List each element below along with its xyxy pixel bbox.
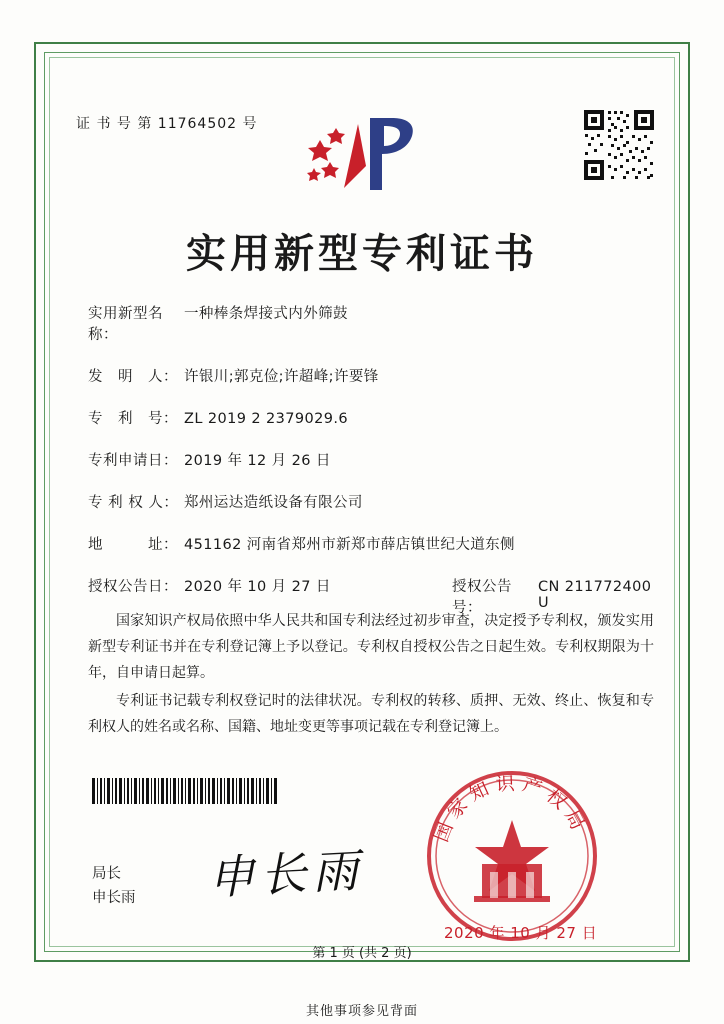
barcode-icon — [92, 778, 278, 804]
field-row — [88, 407, 654, 428]
field-value-grant-date: 2020 年 10 月 27 日 — [184, 579, 331, 595]
page-title: 实用新型专利证书 — [186, 231, 538, 277]
field-row — [88, 491, 654, 512]
paragraph-register-statement: 专利证书记载专利权登记时的法律状况。专利权的转移、质押、无效、终止、恢复和专利权人的姓名或名称、国籍、地址变更等事项记载在专利登记簿上。 — [88, 693, 654, 735]
field-row — [88, 365, 654, 386]
seal-date: 2020 年 10 月 27 日 — [444, 924, 598, 942]
field-label-patent-number: 专 利 号： — [88, 411, 178, 427]
field-label-grant-date: 授权公告日： — [88, 579, 178, 595]
field-value-address: 451162 河南省郑州市新郑市薛店镇世纪大道东侧 — [184, 537, 515, 553]
footnote: 其他事项参见背面 — [305, 1004, 418, 1019]
cnipa-logo-icon — [300, 110, 420, 198]
qr-code-icon — [582, 108, 656, 182]
director-label — [92, 862, 136, 910]
field-value-utility-model-name: 一种棒条焊接式内外筛鼓 — [184, 306, 348, 322]
field-row — [88, 449, 654, 470]
field-label-patentee: 专 利 权 人： — [88, 495, 179, 511]
svg-text:国家知识产权局: 国家知识产权局 — [430, 772, 592, 846]
field-label-inventors: 发 明 人： — [88, 369, 178, 385]
director-name: 申长雨 — [92, 890, 136, 906]
field-label-grant-publication-number: 授权公告号： — [452, 579, 512, 616]
certificate-number: 证 书 号 第 11764502 号 — [76, 116, 258, 132]
page-indicator: 第 1 页 (共 2 页) — [312, 946, 412, 961]
official-seal-icon — [424, 768, 600, 944]
field-row — [88, 302, 654, 344]
director-title: 局长 — [92, 866, 121, 882]
field-value-inventors: 许银川;郭克俭;许超峰;许要锋 — [184, 369, 379, 385]
paragraph-grant-statement: 国家知识产权局依照中华人民共和国专利法经过初步审查，决定授予专利权，颁发实用新型专利证书并在专利登记簿上予以登记。专利权自授权公告之日起生效。专利权期限为十年，自申请日起算。 — [88, 613, 654, 681]
field-value-application-date: 2019 年 12 月 26 日 — [184, 453, 331, 469]
field-value-patentee: 郑州运达造纸设备有限公司 — [184, 495, 363, 511]
field-value-patent-number: ZL 2019 2 2379029.6 — [184, 411, 348, 427]
field-row — [88, 533, 654, 554]
field-label-application-date: 专利申请日： — [88, 453, 178, 469]
field-value-grant-publication-number: CN 211772400 U — [538, 579, 652, 611]
field-list — [88, 302, 654, 638]
field-label-address: 地 址： — [88, 537, 178, 553]
field-label-utility-model-name: 实用新型名称： — [88, 306, 163, 343]
handwritten-signature: 申长雨 — [206, 842, 366, 906]
